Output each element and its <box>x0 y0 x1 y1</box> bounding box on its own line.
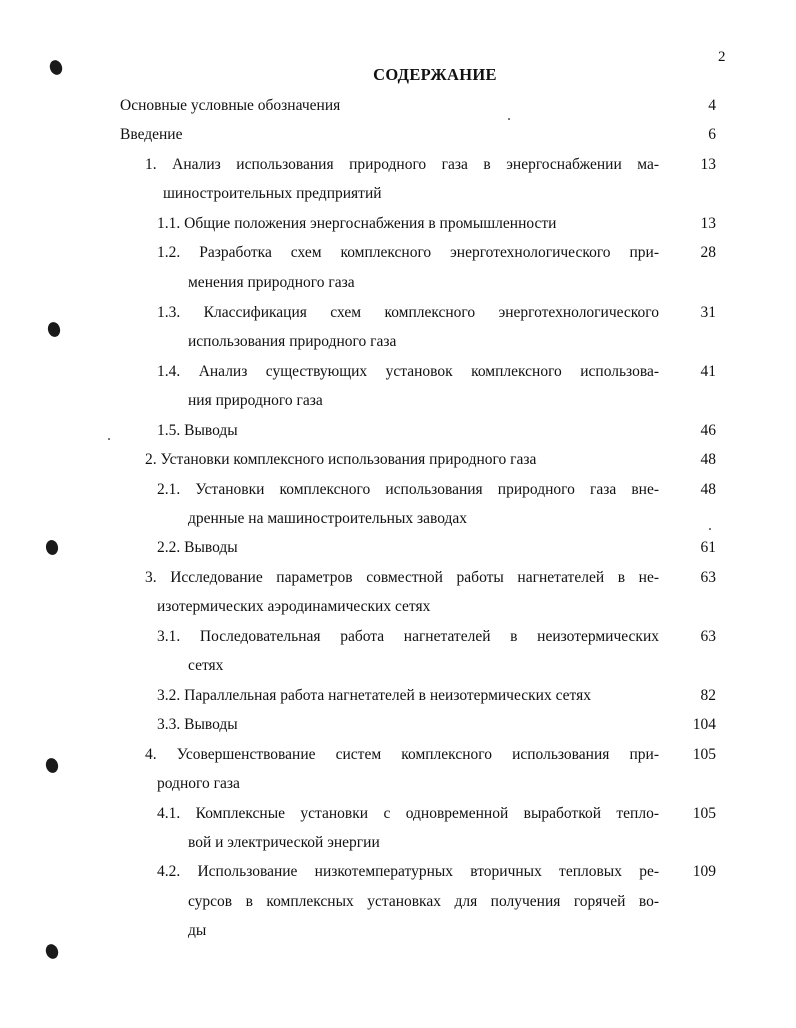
toc-entry-title: 4.2. Использование низкотемпературных вторичных тепловых ре- <box>157 863 659 880</box>
toc-entry-title: 1.4. Анализ существующих установок комплексного использова- <box>157 363 659 380</box>
scan-speck <box>508 118 510 120</box>
toc-entry-page: 6 <box>708 126 716 143</box>
toc-entry-title: 3. Исследование параметров совместной работы нагнетателей в не- <box>145 569 659 586</box>
toc-entry-page: 41 <box>700 363 716 380</box>
binder-hole-mark <box>44 942 60 960</box>
toc-entry-page: 63 <box>700 569 716 586</box>
toc-entry-title-continued: сурсов в комплексных установках для получения горячей во- <box>188 893 659 910</box>
toc-entry-title-continued: вой и электрической энергии <box>188 834 380 851</box>
page-number: 2 <box>718 49 726 65</box>
toc-entry-title: 2.2. Выводы <box>157 539 238 556</box>
scan-speck <box>108 438 110 440</box>
toc-entry-title-continued: шиностроительных предприятий <box>163 185 382 202</box>
toc-entry-page: 28 <box>700 244 716 261</box>
toc-entry-page: 63 <box>700 628 716 645</box>
toc-entry-page: 13 <box>700 215 716 232</box>
binder-hole-mark <box>45 539 59 556</box>
toc-entry-page: 105 <box>692 746 716 763</box>
toc-entry-title: 4. Усовершенствование систем комплексного использования при- <box>145 746 659 763</box>
toc-entry-title-continued: использования природного газа <box>188 333 397 350</box>
toc-entry-page: 46 <box>700 422 716 439</box>
toc-entry-title-continued: ния природного газа <box>188 392 323 409</box>
toc-entry-page: 104 <box>692 716 716 733</box>
toc-entry-title: 1.2. Разработка схем комплексного энерготехнологического при- <box>157 244 659 261</box>
toc-entry-page: 13 <box>700 156 716 173</box>
toc-entry-title-continued: сетях <box>188 657 224 674</box>
toc-entry-title: 2.1. Установки комплексного использования природного газа вне- <box>157 481 659 498</box>
toc-entry-page: 48 <box>700 451 716 468</box>
toc-entry-title: 2. Установки комплексного использования природного газа <box>145 451 537 468</box>
page-title: СОДЕРЖАНИЕ <box>373 65 497 84</box>
toc-entry-title-continued: дренные на машиностроительных заводах <box>188 510 468 527</box>
toc-entry-page: 105 <box>692 805 716 822</box>
toc-entry-title: 3.3. Выводы <box>157 716 238 733</box>
toc-entry-title-continued: изотермических аэродинамических сетях <box>157 598 431 615</box>
toc-entry-title: 1.5. Выводы <box>157 422 238 439</box>
scan-speck <box>709 528 711 530</box>
binder-hole-mark <box>44 757 59 775</box>
toc-entry-title: 1.1. Общие положения энергоснабжения в промышленности <box>157 215 557 232</box>
binder-hole-mark <box>46 321 61 339</box>
toc-entry-title: Основные условные обозначения <box>120 97 341 114</box>
toc-entry-title-continued: ды <box>188 922 207 939</box>
toc-entry-title: 3.2. Параллельная работа нагнетателей в неизотермических сетях <box>157 687 591 704</box>
toc-entry-page: 82 <box>700 687 716 704</box>
toc-entry-title: Введение <box>120 126 183 143</box>
toc-entry-title: 1. Анализ использования природного газа в энергоснабжении ма- <box>145 156 659 173</box>
toc-entry-page: 109 <box>692 863 716 880</box>
toc-entry-title: 3.1. Последовательная работа нагнетателей в неизотермических <box>157 628 659 645</box>
toc-entry-page: 31 <box>700 304 716 321</box>
toc-entry-title: 1.3. Классификация схем комплексного энерготехнологического <box>157 304 659 321</box>
toc-entry-title-continued: менения природного газа <box>188 274 355 291</box>
toc-entry-page: 61 <box>700 539 716 556</box>
toc-entry-page: 4 <box>708 97 716 114</box>
toc-entry-title-continued: родного газа <box>157 775 240 792</box>
toc-entry-title: 4.1. Комплексные установки с одновременной выработкой тепло- <box>157 805 659 822</box>
toc-entry-page: 48 <box>700 481 716 498</box>
